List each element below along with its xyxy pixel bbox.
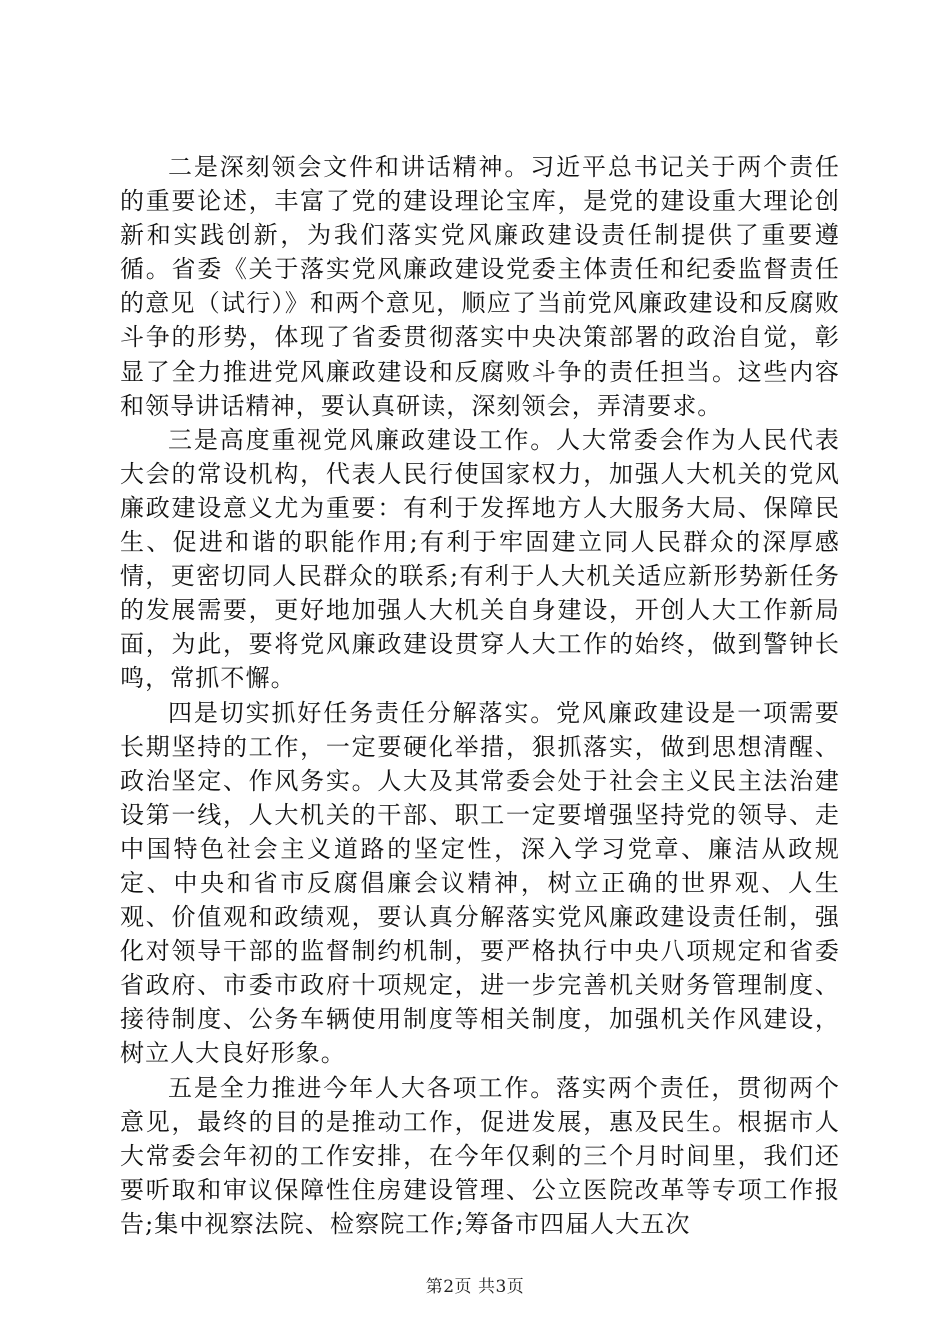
paragraph-2: 二是深刻领会文件和讲话精神。习近平总书记关于两个责任的重要论述，丰富了党的建设理论宝库，是党的建设重大理论创新和实践创新，为我们落实党风廉政建设责任制提供了重要遵循。省委《关于落实党风廉政建设党委主体责任和纪委监督责任的意见（试行）》和两个意见，顺应了当前党风廉政建设和反腐败斗争的形势，体现了省委贯彻落实中央决策部署的政治自觉，彰显了全力推进党风廉政建设和反腐败斗争的责任担当。这些内容和领导讲话精神，要认真研读，深刻领会，弄清要求。	[120, 153, 840, 420]
page-number-footer: 第2页 共3页	[425, 1277, 525, 1297]
paragraph-3: 三是高度重视党风廉政建设工作。人大常委会作为人民代表大会的常设机构，代表人民行使国家权力，加强人大机关的党风廉政建设意义尤为重要：有利于发挥地方人大服务大局、保障民生、促进和谐的职能作用;有利于牢固建立同人民群众的深厚感情，更密切同人民群众的联系;有利于人大机关适应新形势新任务的发展需要，更好地加强人大机关自身建设，开创人大工作新局面，为此，要将党风廉政建设贯穿人大工作的始终，做到警钟长鸣，常抓不懈。	[120, 425, 840, 693]
paragraph-4: 四是切实抓好任务责任分解落实。党风廉政建设是一项需要长期坚持的工作，一定要硬化举措，狠抓落实，做到思想清醒、政治坚定、作风务实。人大及其常委会处于社会主义民主法治建设第一线，人大机关的干部、职工一定要增强坚持党的领导、走中国特色社会主义道路的坚定性，深入学习党章、廉洁从政规定、中央和省市反腐倡廉会议精神，树立正确的世界观、人生观、价值观和政绩观，要认真分解落实党风廉政建设责任制，强化对领导干部的监督制约机制，要严格执行中央八项规定和省委省政府、市委市政府十项规定，进一步完善机关财务管理制度、接待制度、公务车辆使用制度等相关制度，加强机关作风建设，树立人大良好形象。	[120, 698, 840, 1068]
document-body	[120, 150, 840, 1241]
paragraph-5: 五是全力推进今年人大各项工作。落实两个责任，贯彻两个意见，最终的目的是推动工作，促进发展，惠及民生。根据市人大常委会年初的工作安排，在今年仅剩的三个月时间里，我们还要听取和审议保障性住房建设管理、公立医院改革等专项工作报告;集中视察法院、检察院工作;筹备市四届人大五次	[120, 1073, 840, 1238]
